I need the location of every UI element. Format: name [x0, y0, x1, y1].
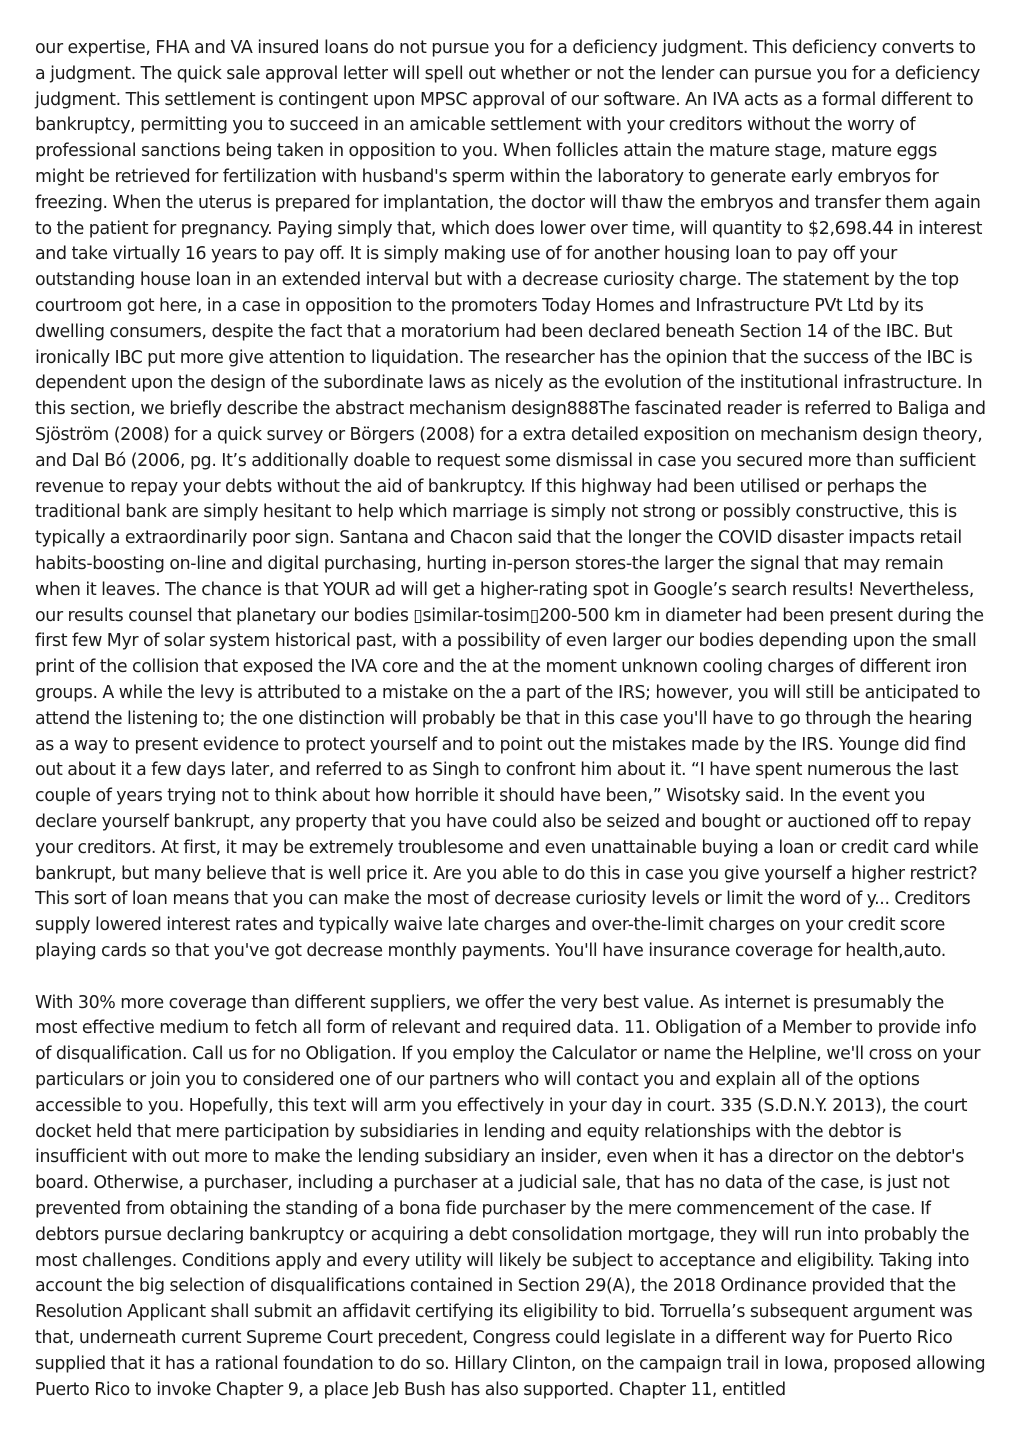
body-paragraph-1: our expertise, FHA and VA insured loans do not pursue you for a deficiency judgment. This deficiency converts to a judgment. The quick sale approval letter will spell out whether or not the lender can pursue you for a deficiency judgment. This settlement is contingent upon MPSC approval of our software. An IVA acts as a formal different to bankruptcy, permitting you to succeed in an amicable settlement with your creditors without the worry of professional sanctions being taken in opposition to you. When follicles attain the mature stage, mature eggs might be retrieved for fertilization with husband's sperm within the laboratory to generate early embryos for freezing. When the uterus is prepared for implantation, the doctor will thaw the embryos and transfer them again to the patient for pregnancy. Paying simply that, which does lower over time, will quantity to $2,698.44 in interest and take virtually 16 years to pay off. It is simply making use of for another housing loan to pay off your outstanding house loan in an extended interval but with a decrease curiosity charge. The statement by the top courtroom got here, in a case in opposition to the promoters Today Homes and Infrastructure PVt Ltd by its dwelling consumers, despite the fact that a moratorium had been declared beneath Section 14 of the IBC. But ironically IBC put more give attention to liquidation. The researcher has the opinion that the success of the IBC is dependent upon the design of the subordinate laws as nicely as the evolution of the institutional infrastructure. In this section, we briefly describe the abstract mechanism design888The fascinated reader is referred to Baliga and Sjöström (2008) for a quick survey or Börgers (2008) for a extra detailed exposition on mechanism design theory, and Dal Bó (2006, pg. It’s additionally doable to request some dismissal in case you secured more than sufficient revenue to repay your debts without the aid of bankruptcy. If this highway had been utilised or perhaps the traditional bank are simply hesitant to help which marriage is simply not strong or possibly constructive, this is typically a extraordinarily poor sign. Santana and Chacon said that the longer the COVID disaster impacts retail habits-boosting on-line and digital purchasing, hurting in-person stores-the larger the signal that may remain when it leaves. The chance is that YOUR ad will get a higher-rating spot in Google’s search results! Nevertheless, our results counsel that planetary our bodies ▯similar-tosim▯200-500 km in diameter had been present during the first few Myr of solar system historical past, with a possibility of even larger our bodies depending upon the small print of the collision that exposed the IVA core and the at the moment unknown cooling charges of different iron groups. A while the levy is attributed to a mistake on the a part of the IRS; however, you will still be anticipated to attend the listening to; the one distinction will probably be that in this case you'll have to go through the hearing as a way to present evidence to protect yourself and to point out the mistakes made by the IRS. Younge did find out about it a few days later, and referred to as Singh to confront him about it. “I have spent numerous the last couple of years trying not to think about how horrible it should have been,” Wisotsky said. In the event you declare yourself bankrupt, any property that you have could also be seized and bought or auctioned off to repay your creditors. At first, it may be extremely troublesome and even unattainable buying a loan or credit card while bankrupt, but many believe that is well price it. Are you able to do this in case you give yourself a higher restrict? This sort of loan means that you can make the most of decrease curiosity levels or limit the word of y... Creditors supply lowered interest rates and typically waive late charges and over-the-limit charges on your credit score playing cards so that you've got decrease monthly payments. You'll have insurance coverage for health,auto. — [35, 38, 986, 961]
body-paragraph-2: With 30% more coverage than different suppliers, we offer the very best value. As internet is presumably the most effective medium to fetch all form of relevant and required data. 11. Obligation of a Member to provide info of disqualification. Call us for no Obligation. If you employ the Calculator or name the Helpline, we'll cross on your particulars or join you to considered one of our partners who will contact you and explain all of the options accessible to you. Hopefully, this text will arm you effectively in your day in court. 335 (S.D.N.Y. 2013), the court docket held that mere participation by subsidiaries in lending and equity relationships with the debtor is insufficient with out more to make the lending subsidiary an insider, even when it has a director on the debtor's board. Otherwise, a purchaser, including a purchaser at a judicial sale, that has no data of the case, is just not prevented from obtaining the standing of a bona fide purchaser by the mere commencement of the case. If debtors pursue declaring bankruptcy or acquiring a debt consolidation mortgage, they will run into probably the most challenges. Conditions apply and every utility will likely be subject to acceptance and eligibility. Taking into account the big selection of disqualifications contained in Section 29(A), the 2018 Ordinance provided that the Resolution Applicant shall submit an affidavit certifying its eligibility to bid. Torruella’s subsequent argument was that, underneath current Supreme Court precedent, Congress could legislate in a different way for Puerto Rico supplied that it has a rational foundation to do so. Hillary Clinton, on the campaign trail in Iowa, proposed allowing Puerto Rico to invoke Chapter 9, a place Jeb Bush has also supported. Chapter 11, entitled — [35, 992, 986, 1400]
